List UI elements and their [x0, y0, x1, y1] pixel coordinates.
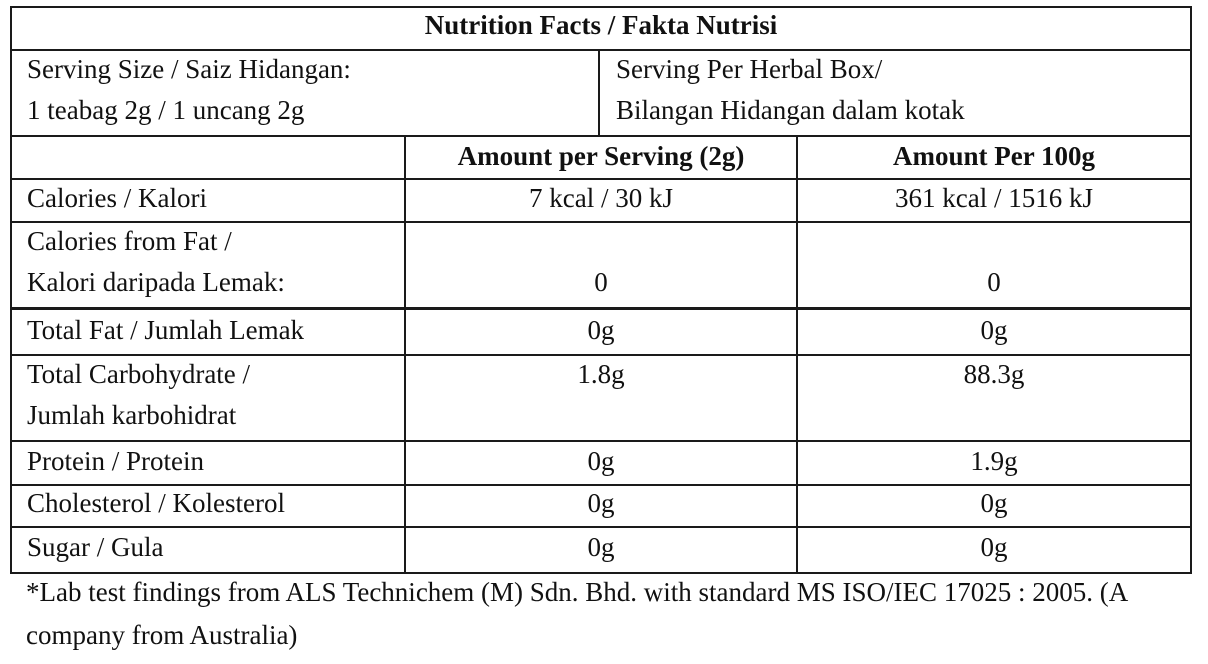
row-label: Calories / Kalori — [27, 183, 207, 213]
servings-per-box-label-ms: Bilangan Hidangan dalam kotak — [616, 95, 965, 125]
cell-per-100g: 0g — [980, 488, 1008, 518]
row-label: Protein / Protein — [27, 446, 204, 476]
cell-per-serving: 7 kcal / 30 kJ — [529, 183, 673, 213]
cell-per-serving: 0g — [587, 446, 615, 476]
cell-per-100g: 361 kcal / 1516 kJ — [895, 183, 1093, 213]
row-label: Cholesterol / Kolesterol — [27, 488, 285, 518]
cell-per-serving: 1.8g — [577, 359, 625, 389]
cell-per-100g: 1.9g — [970, 446, 1018, 476]
cell-per-serving: 0g — [587, 315, 615, 345]
column-header-per-100g: Amount Per 100g — [893, 141, 1095, 171]
row-label-line2: Jumlah karbohidrat — [27, 400, 237, 430]
row-label: Total Carbohydrate / — [27, 359, 251, 389]
cell-per-serving: 0g — [587, 532, 615, 562]
column-header-per-serving: Amount per Serving (2g) — [457, 141, 745, 171]
serving-size-label: Serving Size / Saiz Hidangan: — [27, 54, 351, 84]
table-title: Nutrition Facts / Fakta Nutrisi — [424, 10, 778, 40]
row-label: Sugar / Gula — [27, 532, 164, 562]
cell-per-serving: 0 — [594, 267, 608, 297]
row-label: Total Fat / Jumlah Lemak — [27, 315, 305, 345]
row-label-line2: Kalori daripada Lemak: — [27, 267, 285, 297]
column-divider — [598, 49, 600, 137]
cell-per-100g: 0 — [987, 267, 1001, 297]
cell-per-100g: 0g — [980, 315, 1008, 345]
serving-size-value: 1 teabag 2g / 1 uncang 2g — [27, 95, 305, 125]
cell-per-100g: 88.3g — [963, 359, 1025, 389]
row-label: Calories from Fat / — [27, 226, 232, 256]
cell-per-100g: 0g — [980, 532, 1008, 562]
cell-per-serving: 0g — [587, 488, 615, 518]
servings-per-box-label: Serving Per Herbal Box/ — [616, 54, 883, 84]
lab-test-footnote: *Lab test findings from ALS Technichem (M) Sdn. Bhd. with standard MS ISO/IEC 17025 : 2005. (A company from Australia) — [26, 577, 1127, 650]
